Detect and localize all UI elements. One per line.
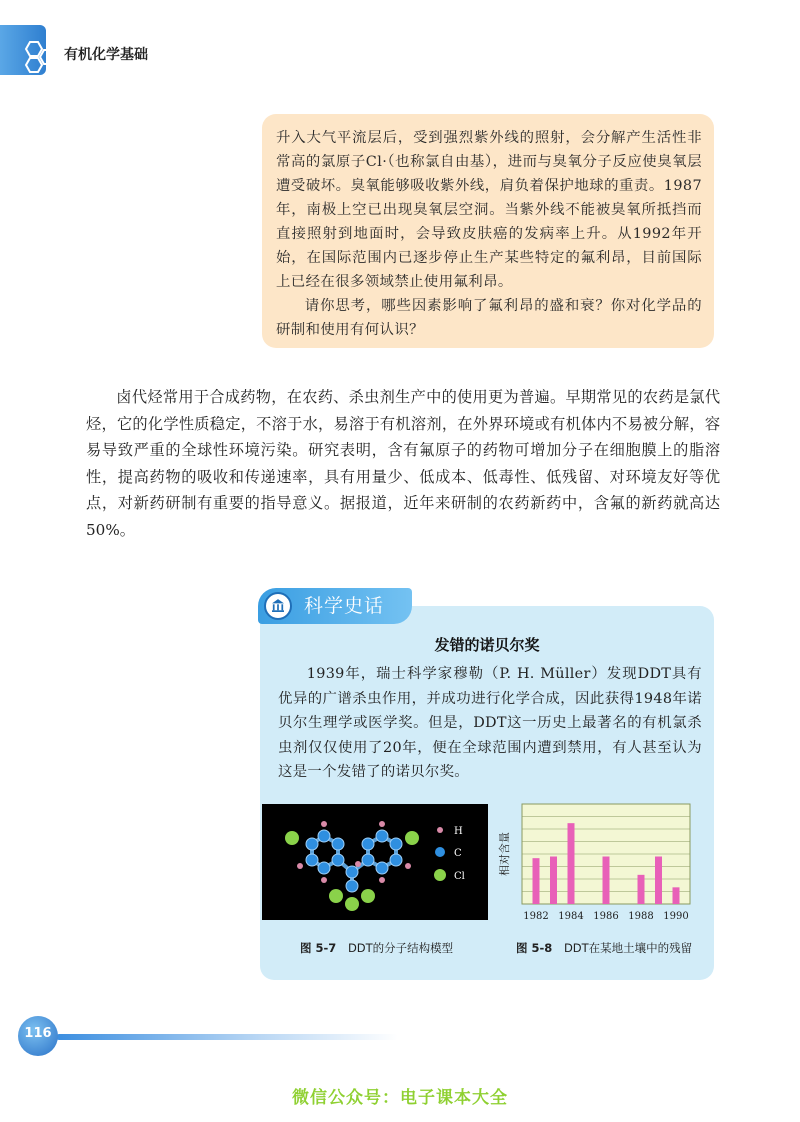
building-icon bbox=[264, 592, 292, 620]
peach-note-box bbox=[262, 114, 714, 348]
body-paragraph: 卤代烃常用于合成药物，在农药、杀虫剂生产中的使用更为普遍。早期常见的农药是氯代烃，它的化学性质稳定，不溶于水，易溶于有机溶剂，在外界环境或有机体内不易被分解，容易导致严重的全球性环境污染。研究表明，含有氟原子的药物可增加分子在细胞膜上的脂溶性，提高药物的吸收和传递速率，具有用量少、低成本、低毒性、低残留、对环境友好等优点，对新药研制有重要的指导意义。据报道，近年来研制的农药新药中，含氟的新药就高达50%。 bbox=[86, 388, 720, 539]
figure-5-7-text: DDT的分子结构模型 bbox=[347, 941, 454, 955]
header-title: 有机化学基础 bbox=[64, 47, 148, 63]
figure-5-8-text: DDT在某地土壤中的残留 bbox=[563, 941, 693, 955]
y-axis-label: 相对含量 bbox=[498, 832, 511, 876]
page-number-line bbox=[56, 1034, 398, 1040]
figure-5-7-number: 图 5-7 bbox=[300, 941, 337, 955]
science-history-label: 科学史话 bbox=[304, 595, 385, 617]
bar-1988 bbox=[638, 875, 645, 904]
ddt-residue-chart bbox=[498, 800, 704, 924]
peach-paragraph-2: 请你思考，哪些因素影响了氟利昂的盛和衰？你对化学品的研制和使用有何认识？ bbox=[276, 298, 702, 338]
bar-1990 bbox=[673, 887, 680, 904]
x-tick-label: 1988 bbox=[628, 911, 654, 922]
legend-c-marker bbox=[435, 847, 445, 857]
peach-paragraph-1: 升入大气平流层后，受到强烈紫外线的照射，会分解产生活性非常高的氯原子Cl·（也称氯自由基），进而与臭氧分子反应使臭氧层遭受破坏。臭氧能够吸收紫外线，肩负着保护地球的重责。1987年，南极上空已出现臭氧层空洞。当紫外线不能被臭氧所抵挡而直接照射到地面时，会导致皮肤癌的发病率上升。从1992年开始，在国际范围内已逐步停止生产某些特定的氟利昂，目前国际上已经在很多领域禁止使用氟利昂。 bbox=[276, 130, 702, 290]
legend-c-label: C bbox=[454, 848, 462, 859]
history-title: 发错的诺贝尔奖 bbox=[434, 636, 540, 654]
x-tick-label: 1990 bbox=[663, 911, 689, 922]
legend-cl-label: Cl bbox=[454, 871, 465, 882]
legend-h-label: H bbox=[454, 826, 463, 837]
page-number: 116 bbox=[24, 1026, 52, 1041]
hexagon-logo-icon bbox=[20, 40, 60, 76]
figure-5-8-number: 图 5-8 bbox=[516, 941, 553, 955]
bar-1984 bbox=[568, 823, 575, 904]
history-paragraph: 1939年，瑞士科学家穆勒（P. H. Müller）发现DDT具有优异的广谱杀虫作用，并成功进行化学合成，因此获得1948年诺贝尔生理学或医学奖。但是，DDT这一历史上最著名的有机氯杀虫剂仅仅使用了20年，便在全球范围内遭到禁用，有人甚至认为这是一个发错了的诺贝尔奖。 bbox=[278, 666, 702, 780]
x-tick-label: 1984 bbox=[558, 911, 584, 922]
x-tick-label: 1986 bbox=[593, 911, 619, 922]
watermark-text: 微信公众号：电子课本大全 bbox=[292, 1088, 508, 1108]
ddt-molecule-model bbox=[262, 804, 488, 920]
bar-1986 bbox=[603, 857, 610, 905]
bar-1983 bbox=[550, 857, 557, 905]
main-body-text bbox=[86, 384, 720, 543]
legend-h-marker bbox=[437, 827, 443, 833]
history-text bbox=[278, 662, 702, 785]
x-tick-label: 1982 bbox=[523, 911, 549, 922]
legend-cl-marker bbox=[434, 869, 446, 881]
bar-1989 bbox=[655, 857, 662, 905]
figure-5-7-caption bbox=[300, 940, 453, 956]
figure-5-8-caption bbox=[516, 940, 692, 956]
bar-1982 bbox=[533, 858, 540, 904]
